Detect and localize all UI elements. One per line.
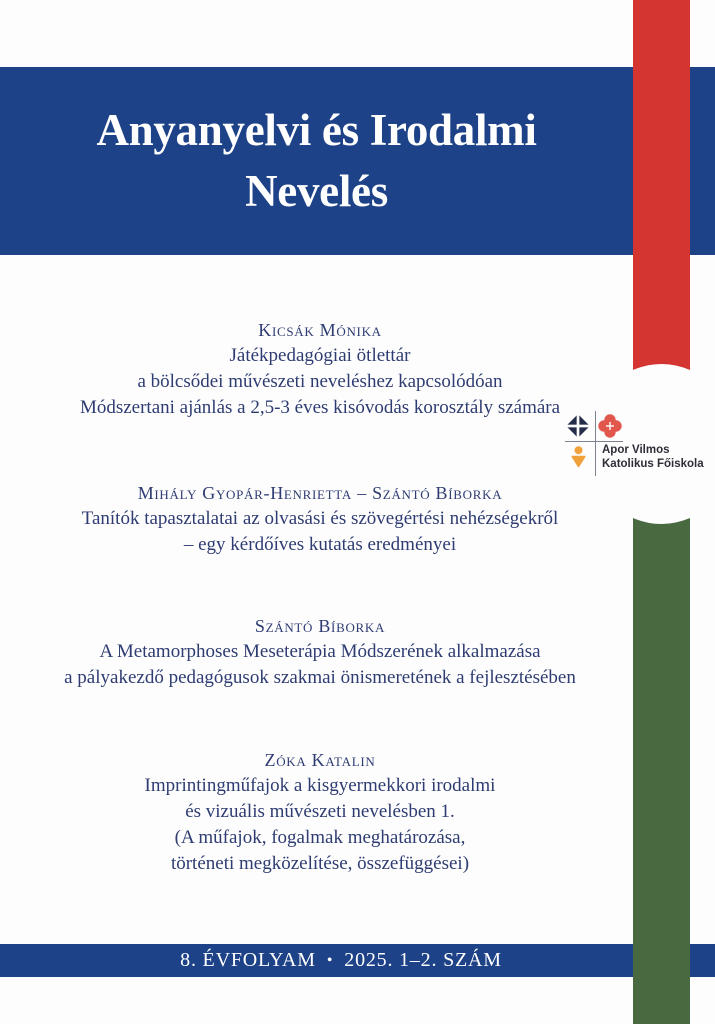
article-entry-2 bbox=[0, 480, 640, 558]
college-logo bbox=[560, 405, 715, 480]
article-title-line: Módszertani ajánlás a 2,5-3 éves kisóvodás korosztály számára bbox=[79, 397, 561, 418]
person-icon bbox=[571, 446, 586, 468]
article-author: Mihály Gyopár-Henrietta – Szántó Bíborka bbox=[137, 483, 503, 503]
article-title-line: a bölcsődei művészeti neveléshez kapcsolódóan bbox=[137, 371, 503, 392]
college-name-line-2: Katolikus Főiskola bbox=[602, 457, 704, 470]
volume-issue-line bbox=[0, 944, 682, 977]
article-title-line: Tanítók tapasztalatai az olvasási és szövegértési nehézségekről bbox=[81, 508, 559, 529]
article-author: Szántó Bíborka bbox=[254, 616, 386, 636]
issue-label: 2025. 1–2. SZÁM bbox=[344, 949, 502, 971]
article-title-line: történeti megközelítése, összefüggései) bbox=[170, 853, 470, 874]
logo-cross-vertical-line bbox=[595, 411, 596, 476]
article-title-line: és vizuális művészeti nevelésben 1. bbox=[185, 801, 455, 822]
article-title-line: – egy kérdőíves kutatás eredményei bbox=[183, 534, 457, 555]
article-author: Kicsák Mónika bbox=[258, 320, 382, 340]
journal-title-line-1: Anyanyelvi és Irodalmi bbox=[96, 105, 537, 155]
volume-label: 8. ÉVFOLYAM bbox=[180, 949, 316, 971]
college-name bbox=[602, 444, 704, 471]
article-title-line: (A műfajok, fogalmak meghatározása, bbox=[174, 827, 466, 848]
red-ribbon bbox=[633, 0, 690, 372]
article-entry-4 bbox=[0, 747, 640, 877]
logo-cross-horizontal-line bbox=[565, 441, 623, 442]
bullet-separator: • bbox=[326, 952, 334, 969]
article-title-line: Játékpedagógiai ötlettár bbox=[229, 345, 411, 366]
article-entry-1 bbox=[0, 317, 640, 421]
article-title-line: A Metamorphoses Meseterápia Módszerének alkalmazása bbox=[99, 641, 541, 662]
journal-title bbox=[0, 100, 633, 222]
article-author: Zóka Katalin bbox=[264, 750, 376, 770]
diamond-star-icon bbox=[566, 414, 590, 438]
article-entry-3 bbox=[0, 613, 640, 691]
journal-title-line-2: Nevelés bbox=[245, 166, 388, 216]
green-ribbon bbox=[633, 517, 690, 1024]
college-name-line-1: Apor Vilmos bbox=[602, 444, 670, 456]
article-title-line: a pályakezdő pedagógusok szakmai önismeretének a fejlesztésében bbox=[64, 667, 576, 688]
quatrefoil-flower-icon bbox=[598, 414, 622, 438]
article-title-line: Imprintingműfajok a kisgyermekkori irodalmi bbox=[144, 775, 496, 796]
